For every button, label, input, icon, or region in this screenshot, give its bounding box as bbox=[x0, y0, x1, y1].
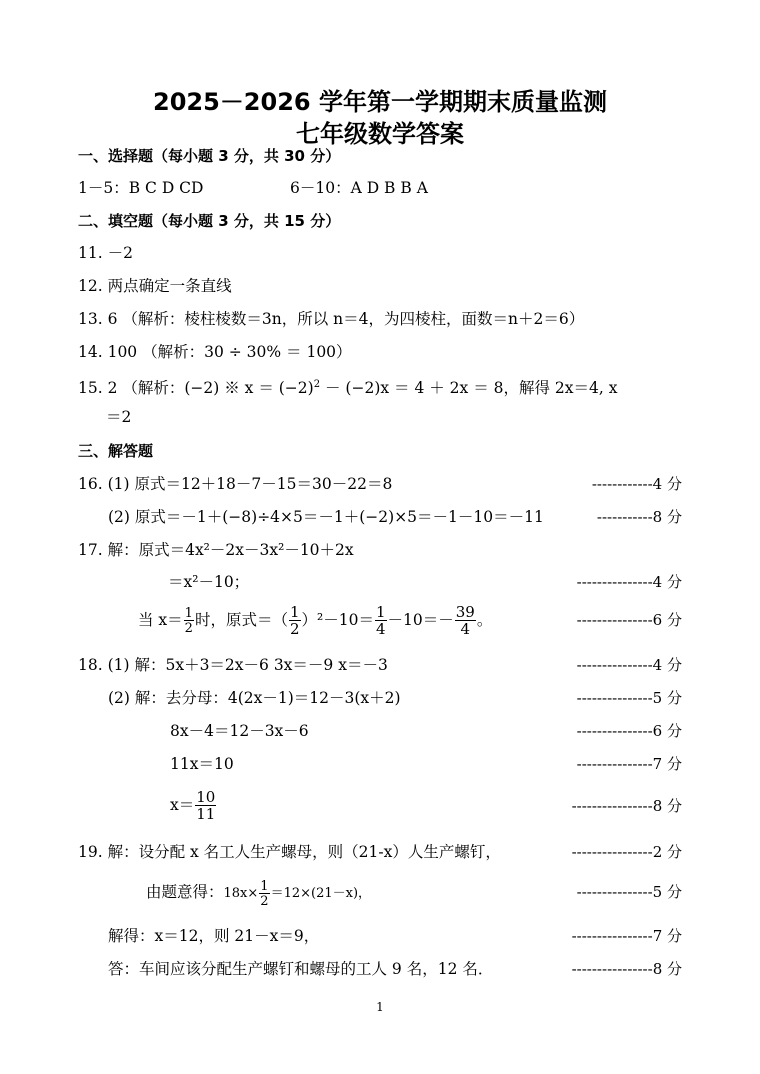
answer-q15-line2: ＝2 bbox=[106, 408, 132, 426]
choice-answers-6-10: 6－10：A D B B A bbox=[290, 179, 428, 197]
answer-q16-1: 16. (1) 原式＝12＋18－7－15＝30－22＝8 bbox=[78, 475, 393, 493]
answer-q16-2: (2) 原式＝－1＋(−8)÷4×5＝－1＋(−2)×5＝－1－10＝－11 bbox=[108, 508, 544, 526]
score-q19-1: ----------------2 分 bbox=[571, 843, 682, 861]
answer-q19-4: 答：车间应该分配生产螺钉和螺母的工人 9 名，12 名． bbox=[108, 960, 494, 978]
answer-q17-line1: 17. 解：原式＝4x²－2x－3x²－10＋2x bbox=[78, 541, 354, 559]
answer-q19-1: 19. 解：设分配 x 名工人生产螺母，则（21-x）人生产螺钉， bbox=[78, 843, 501, 861]
document-subtitle: 七年级数学答案 bbox=[296, 120, 464, 148]
score-q19-3: ----------------7 分 bbox=[571, 927, 682, 945]
score-q17-line2: ---------------4 分 bbox=[576, 573, 682, 591]
page-number: 1 bbox=[376, 1000, 384, 1014]
section3-heading: 三、解答题 bbox=[78, 442, 154, 460]
answer-q18-5: x＝ $\frac{10}{11}$ bbox=[170, 788, 216, 823]
score-q16-1: ------------4 分 bbox=[591, 475, 682, 493]
score-q17-line3: ---------------6 分 bbox=[576, 611, 682, 629]
document-title: 2025－2026 学年第一学期期末质量监测 bbox=[153, 88, 607, 116]
answer-q15-line1: 15. 2 （解析：(−2) ※ $x = (-2)^2 - (-2)x = 4 + 2x = 8$，解得 2x＝4, x bbox=[78, 379, 618, 398]
score-q18-3: ---------------6 分 bbox=[576, 722, 682, 740]
choice-answers-1-5: 1－5：B C D CD bbox=[78, 179, 204, 197]
score-q18-2: ---------------5 分 bbox=[576, 689, 682, 707]
answer-q17-line3: 当 x＝ $\frac{1}{2}$ 时，原式＝（ $\frac{1}{2}$ ）²－10＝ $\frac{1}{4}$ －10＝－ $\frac{39}{4}$ 。 bbox=[138, 603, 493, 638]
answer-q19-2: 由题意得：18x× $\frac{1}{2}$ ＝12×(21－x)， bbox=[146, 878, 372, 909]
section2-heading: 二、填空题（每小题 3 分，共 15 分） bbox=[78, 212, 341, 230]
answer-q17-line2: ＝x²－10； bbox=[168, 573, 250, 591]
score-q16-2: -----------8 分 bbox=[596, 508, 682, 526]
score-q18-1: ---------------4 分 bbox=[576, 656, 682, 674]
answer-q18-4: 11x＝10 bbox=[170, 755, 234, 773]
score-q19-2: ---------------5 分 bbox=[576, 883, 682, 901]
answer-q18-3: 8x－4＝12－3x－6 bbox=[170, 722, 309, 740]
answer-q13: 13. 6 （解析：棱柱棱数＝3n，所以 n＝4，为四棱柱，面数＝n＋2＝6） bbox=[78, 310, 585, 328]
answer-q19-3: 解得：x＝12，则 21－x＝9， bbox=[108, 927, 320, 945]
section1-heading: 一、选择题（每小题 3 分，共 30 分） bbox=[78, 147, 341, 165]
score-q18-5: ----------------8 分 bbox=[571, 797, 682, 815]
answer-q14: 14. 100 （解析：30 ÷ 30% ＝ 100） bbox=[78, 343, 352, 361]
answer-q18-1: 18. (1) 解：5x＋3＝2x－6 3x＝－9 x＝－3 bbox=[78, 656, 388, 674]
answer-q11: 11. －2 bbox=[78, 244, 133, 262]
answer-q12: 12. 两点确定一条直线 bbox=[78, 277, 232, 295]
answer-q18-2: (2) 解：去分母：4(2x－1)＝12－3(x＋2) bbox=[108, 689, 401, 707]
score-q19-4: ----------------8 分 bbox=[571, 960, 682, 978]
score-q18-4: ---------------7 分 bbox=[576, 755, 682, 773]
